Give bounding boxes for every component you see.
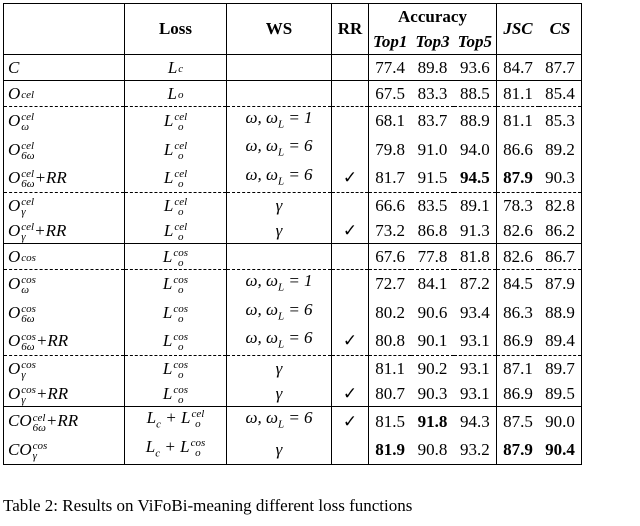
cell-ws: γ (227, 436, 332, 465)
cell-ws: ω, $\omega_L = 1$ (227, 270, 332, 299)
cell-jsc: 87.9 (496, 436, 539, 465)
cell-ws: ω, $\omega_L = 6$ (227, 135, 332, 163)
cell-jsc: 86.3 (496, 299, 539, 327)
table-row (4, 107, 582, 136)
cell-top3: 77.8 (411, 244, 453, 270)
cell-top1: 73.2 (375, 220, 406, 240)
cell-loss: L cel o (125, 193, 227, 219)
cell-loss: L o (125, 81, 227, 107)
cell-loss: L cel o (125, 107, 227, 136)
cell-top5: 93.1 (454, 381, 497, 407)
cell-loss: L cel o (125, 164, 227, 193)
header-accuracy: Accuracy (369, 4, 497, 30)
cell-ws (227, 55, 332, 81)
table-row (4, 327, 582, 356)
cell-jsc: 86.9 (496, 381, 539, 407)
cell-jsc: 82.6 (496, 218, 539, 244)
cell-ws: γ (227, 218, 332, 244)
cell-loss: L cos o (125, 381, 227, 407)
checkmark-icon: ✓ (332, 407, 369, 436)
cell-rr (332, 270, 369, 299)
checkmark-icon: ✓ (332, 164, 369, 193)
cell-top1: 67.6 (369, 244, 412, 270)
cell-method: O cos 6ω +RR (4, 327, 125, 356)
cell-jsc: 81.1 (496, 107, 539, 136)
cell-top3: 91.0 (417, 139, 448, 159)
cell-top3: 91.8 (411, 407, 453, 436)
cell-loss: L cel o (125, 135, 227, 163)
cell-loss: $L_c + L$ cel o (125, 407, 227, 436)
header-rr: RR (332, 4, 369, 55)
cell-cs: 86.2 (539, 218, 582, 244)
cell-cs: 89.2 (539, 135, 582, 163)
cell-top1: 81.1 (369, 356, 412, 382)
cell-top1: 81.5 (369, 407, 412, 436)
cell-cs: 85.4 (539, 81, 582, 107)
cell-top1: 77.4 (369, 55, 412, 81)
table-row (4, 436, 582, 465)
cell-jsc: 86.6 (496, 135, 539, 163)
cell-top1: 68.1 (369, 107, 412, 136)
table-row (4, 193, 582, 219)
table-row (4, 164, 582, 193)
cell-method: O cel ω (4, 107, 125, 136)
cell-top1: 80.2 (375, 302, 406, 322)
cell-ws (227, 244, 332, 270)
cell-method: O cos 6ω (4, 299, 125, 327)
cell-cs: 86.7 (539, 244, 582, 270)
cell-top5: 88.9 (454, 107, 497, 136)
checkmark-icon: ✓ (332, 327, 369, 356)
cell-rr (332, 356, 369, 382)
cell-top1: 81.7 (375, 167, 406, 187)
cell-cs: 90.0 (539, 407, 582, 436)
cell-top5: 87.2 (454, 270, 497, 299)
cell-ws: ω, $\omega_L = 6$ (227, 407, 332, 436)
header-top1: Top1 (373, 31, 408, 51)
cell-rr (332, 107, 369, 136)
cell-cs: 89.5 (539, 381, 582, 407)
cell-rr (332, 135, 369, 163)
cell-loss: L cos o (125, 356, 227, 382)
cell-top3: 90.2 (411, 356, 453, 382)
header-jsc: JSC (496, 4, 539, 55)
cell-ws: ω, $\omega_L = 6$ (227, 164, 332, 193)
table-row (4, 381, 582, 407)
cell-method: C (4, 55, 125, 81)
cell-jsc: 78.3 (496, 193, 539, 219)
cell-jsc: 81.1 (496, 81, 539, 107)
cell-cs: 89.7 (539, 356, 582, 382)
cell-top1: 67.5 (369, 81, 412, 107)
cell-top3: 83.3 (411, 81, 453, 107)
cell-cs: 87.9 (539, 270, 582, 299)
header-method-empty (4, 4, 125, 55)
cell-jsc: 82.6 (496, 244, 539, 270)
results-table-wrapper (3, 3, 582, 465)
cell-top5: 93.1 (454, 356, 497, 382)
cell-cs: 87.7 (539, 55, 582, 81)
cell-ws (227, 81, 332, 107)
cell-method: O cel 6ω +RR (4, 164, 125, 193)
cell-rr (332, 81, 369, 107)
cell-method: O cel γ (4, 193, 125, 219)
cell-top1: 72.7 (369, 270, 412, 299)
cell-top5: 88.5 (454, 81, 497, 107)
cell-top1: 80.8 (375, 331, 406, 351)
table-row (4, 81, 582, 107)
cell-top5: 94.5 (454, 164, 497, 193)
header-top5: Top5 (454, 29, 497, 55)
cell-top3: 90.8 (411, 436, 453, 465)
header-cs: CS (539, 4, 582, 55)
cell-top1: 81.9 (369, 436, 412, 465)
cell-top1: 66.6 (369, 193, 412, 219)
cell-top5: 81.8 (454, 244, 497, 270)
cell-loss: L cos o (125, 244, 227, 270)
cell-jsc: 87.9 (496, 164, 539, 193)
table-row (4, 299, 582, 327)
cell-cs: 88.9 (539, 299, 582, 327)
header-loss: Loss (125, 4, 227, 55)
cell-loss: L cel o (125, 218, 227, 244)
cell-top3: 83.5 (411, 193, 453, 219)
cell-method: O cos ω (4, 270, 125, 299)
cell-jsc: 84.5 (496, 270, 539, 299)
cell-top3: 90.6 (417, 302, 448, 322)
cell-top3: 89.8 (411, 55, 453, 81)
cell-top5: 94.3 (454, 407, 497, 436)
cell-jsc: 84.7 (496, 55, 539, 81)
table-row (4, 270, 582, 299)
results-table (3, 3, 582, 465)
cell-loss: $L_c + L$ cos o (125, 436, 227, 465)
cell-rr (332, 55, 369, 81)
cell-jsc: 87.5 (496, 407, 539, 436)
cell-method: O cel (4, 81, 125, 107)
cell-method: O cos γ +RR (4, 381, 125, 407)
cell-top5: 93.1 (454, 327, 497, 356)
table-row (4, 135, 582, 163)
table-caption: Table 2: Results on ViFoBi-meaning different loss functions (3, 496, 413, 515)
cell-ws: ω, $\omega_L = 6$ (227, 327, 332, 356)
cell-ws: ω, $\omega_L = 1$ (227, 107, 332, 136)
cell-method: O cos γ (4, 356, 125, 382)
cell-loss: L cos o (125, 270, 227, 299)
header-top3: Top3 (415, 31, 450, 51)
cell-method: O cel γ +RR (4, 218, 125, 244)
cell-ws: γ (227, 356, 332, 382)
cell-top3: 90.1 (417, 331, 448, 351)
table-row (4, 55, 582, 81)
cell-top3: 90.3 (417, 383, 448, 403)
cell-top3: 91.5 (417, 167, 448, 187)
table-row (4, 218, 582, 244)
cell-top1: 79.8 (375, 139, 406, 159)
cell-top5: 89.1 (454, 193, 497, 219)
table-row (4, 244, 582, 270)
cell-method: O cos (4, 244, 125, 270)
cell-top1: 80.7 (375, 383, 406, 403)
cell-cs: 89.4 (539, 327, 582, 356)
cell-loss: L c (125, 55, 227, 81)
cell-method: O cel 6ω (4, 135, 125, 163)
cell-loss: L cos o (125, 299, 227, 327)
cell-ws: ω, $\omega_L = 6$ (227, 299, 332, 327)
cell-rr (332, 244, 369, 270)
cell-rr (332, 193, 369, 219)
cell-cs: 90.3 (539, 164, 582, 193)
cell-loss: L cos o (125, 327, 227, 356)
cell-ws: γ (227, 193, 332, 219)
cell-top3: 86.8 (417, 220, 448, 240)
results-table-body (4, 55, 582, 465)
cell-method: CO cel 6ω +RR (4, 407, 125, 436)
checkmark-icon: ✓ (332, 381, 369, 407)
cell-cs: 82.8 (539, 193, 582, 219)
cell-top5: 93.6 (454, 55, 497, 81)
header-ws: WS (227, 4, 332, 55)
checkmark-icon: ✓ (332, 218, 369, 244)
cell-cs: 85.3 (539, 107, 582, 136)
cell-method: CO cos γ (4, 436, 125, 465)
cell-rr (332, 299, 369, 327)
table-row (4, 407, 582, 436)
cell-jsc: 86.9 (496, 327, 539, 356)
cell-top5: 93.4 (454, 299, 497, 327)
cell-top5: 91.3 (454, 218, 497, 244)
cell-rr (332, 436, 369, 465)
cell-ws: γ (227, 381, 332, 407)
cell-top3: 84.1 (411, 270, 453, 299)
cell-top3: 83.7 (411, 107, 453, 136)
cell-cs: 90.4 (539, 436, 582, 465)
cell-top5: 93.2 (454, 436, 497, 465)
cell-jsc: 87.1 (496, 356, 539, 382)
cell-top5: 94.0 (454, 135, 497, 163)
table-row (4, 356, 582, 382)
